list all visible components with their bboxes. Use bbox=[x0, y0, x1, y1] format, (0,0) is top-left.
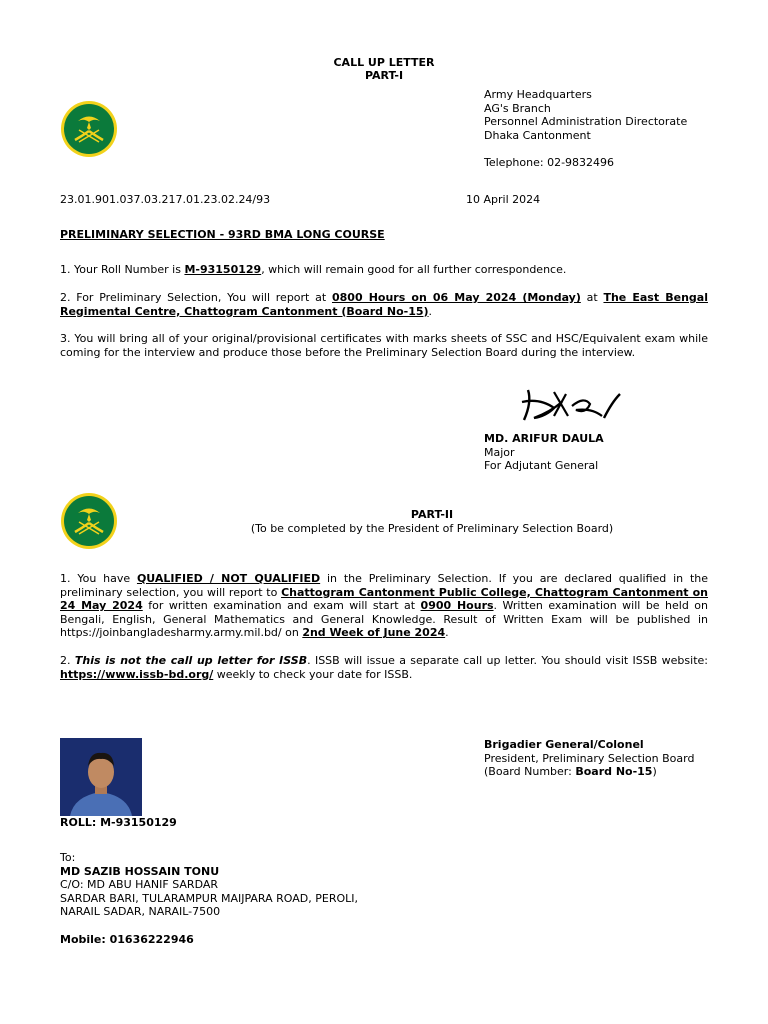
p2-post: . bbox=[428, 304, 433, 318]
issb-link[interactable]: https://www.issb-bd.org/ bbox=[60, 667, 214, 681]
address-line-4: Dhaka Cantonment bbox=[484, 128, 591, 142]
recipient-address-1: SARDAR BARI, TULARAMPUR MAIJPARA ROAD, PEROLI, bbox=[60, 891, 358, 905]
paragraph-3: 3. You will bring all of your original/provisional certificates with marks sheets of SSC and HSC/Equivalent exam while coming for the interview and produce those before the Preliminary Selection Board during the interview. bbox=[60, 332, 708, 359]
signatory-block bbox=[484, 432, 724, 473]
recipient-address-2: NARAIL SADAR, NARAIL-7500 bbox=[60, 905, 221, 919]
report-venue: The East Bengal Regimental Centre, Chattogram Cantonment (Board No-15) bbox=[60, 291, 708, 318]
president-block bbox=[484, 738, 744, 779]
p2p2-c: weekly to check your date for ISSB. bbox=[213, 667, 413, 681]
p2p1-b: in the Preliminary Selection. If you are declared qualified in the preliminary selection, you will report to bbox=[60, 572, 708, 599]
candidate-roll: ROLL: M-93150129 bbox=[60, 816, 177, 829]
reference-number: 23.01.901.037.03.217.01.23.02.24/93 bbox=[60, 193, 271, 206]
part2-paragraph-2 bbox=[60, 654, 708, 681]
subject: PRELIMINARY SELECTION - 93RD BMA LONG COURSE bbox=[60, 228, 385, 241]
board-post: ) bbox=[652, 765, 657, 779]
report-time: 0800 Hours on 06 May 2024 (Monday) bbox=[331, 291, 581, 304]
p2-pre: 2. For Preliminary Selection, You will report at bbox=[60, 291, 332, 304]
p2p1-d: . Written examination will be held on Bengali, English, General Mathematics and General Knowledge. Result of Written Exam will be published in https://joinbangladesharmy.army.mil.bd/ on bbox=[60, 599, 708, 640]
paragraph-2 bbox=[60, 291, 708, 318]
signature bbox=[510, 372, 650, 428]
p2-mid: at bbox=[580, 291, 604, 304]
president-role: President, Preliminary Selection Board bbox=[484, 751, 695, 765]
recipient-name: MD SAZIB HOSSAIN TONU bbox=[60, 864, 220, 878]
telephone: Telephone: 02-9832496 bbox=[484, 155, 615, 169]
address-line-3: Personnel Administration Directorate bbox=[484, 115, 688, 129]
part2-heading bbox=[200, 508, 664, 535]
candidate-photo bbox=[60, 738, 142, 816]
result-week: 2nd Week of June 2024 bbox=[302, 626, 446, 640]
p2p1-a: 1. You have bbox=[60, 572, 137, 585]
letter-date: 10 April 2024 bbox=[466, 193, 541, 206]
p2p2-b: . ISSB will issue a separate call up letter. You should visit ISSB website: bbox=[307, 654, 708, 667]
p1-pre: 1. Your Roll Number is bbox=[60, 263, 185, 276]
address-line-2: AG's Branch bbox=[484, 101, 551, 115]
recipient-co: C/O: MD ABU HANIF SARDAR bbox=[60, 878, 219, 892]
part2-title: PART-II bbox=[410, 508, 454, 521]
part2-subtitle: (To be completed by the President of Preliminary Selection Board) bbox=[250, 521, 614, 535]
army-logo bbox=[60, 100, 118, 158]
title-line-2: PART-I bbox=[364, 69, 404, 82]
board-number-line bbox=[484, 765, 744, 779]
address-block bbox=[484, 88, 744, 170]
p2p1-c: for written examination and exam will start at bbox=[142, 599, 421, 613]
roll-number: M-93150129 bbox=[184, 263, 262, 276]
recipient-to: To: bbox=[60, 851, 76, 864]
board-number: Board No-15 bbox=[575, 765, 653, 779]
signatory-rank: Major bbox=[484, 445, 515, 459]
signatory-role: For Adjutant General bbox=[484, 459, 599, 473]
recipient-mobile: Mobile: 01636222946 bbox=[60, 932, 194, 946]
exam-venue: Chattogram Cantonment Public College, Chattogram Cantonment on 24 May 2024 bbox=[60, 585, 709, 613]
exam-time: 0900 Hours bbox=[420, 599, 494, 613]
paragraph-1 bbox=[60, 263, 708, 277]
recipient-block bbox=[60, 851, 460, 946]
address-line-1: Army Headquarters bbox=[484, 88, 592, 101]
qualification-status: QUALIFIED / NOT QUALIFIED bbox=[136, 572, 321, 585]
issb-notice: This is not the call up letter for ISSB bbox=[74, 654, 308, 667]
p1-post: , which will remain good for all further correspondence. bbox=[261, 263, 567, 276]
army-logo-2 bbox=[60, 492, 118, 550]
board-pre: (Board Number: bbox=[484, 765, 576, 779]
signatory-name: MD. ARIFUR DAULA bbox=[484, 432, 604, 445]
part2-paragraph-1 bbox=[60, 572, 708, 640]
letter-title bbox=[284, 56, 484, 82]
president-title: Brigadier General/Colonel bbox=[484, 738, 644, 751]
p2p1-e: . bbox=[445, 626, 449, 640]
title-line-1: CALL UP LETTER bbox=[333, 56, 435, 69]
p2p2-a: 2. bbox=[60, 654, 75, 667]
